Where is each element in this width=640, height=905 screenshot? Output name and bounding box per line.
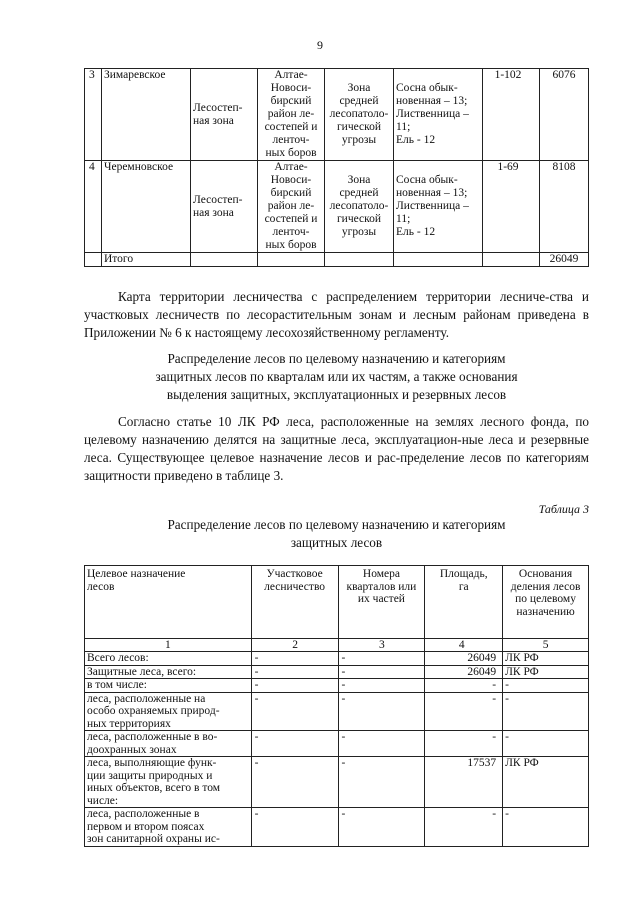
column-number: 3 <box>338 639 425 652</box>
forest-district: Алтае- Новоси- бирский район ле- состепей и ленточ- ных боров <box>258 69 325 161</box>
empty-cell <box>394 253 483 267</box>
purpose-cell: леса, расположенные на особо охраняемых природ- ных территориях <box>85 692 252 731</box>
section-heading <box>84 350 589 404</box>
table3-title <box>84 516 589 552</box>
section-heading-line: защитных лесов по кварталам или их частям, а также основания <box>155 369 518 384</box>
area-cell: 17537 <box>425 757 503 808</box>
empty-cell <box>191 253 258 267</box>
table-row <box>85 808 589 847</box>
column-number-row <box>85 639 589 652</box>
district-cell: - <box>251 757 338 808</box>
forest-zones-table <box>84 68 589 267</box>
section-heading-line: выделения защитных, эксплуатационных и резервных лесов <box>166 387 507 402</box>
basis-cell: - <box>503 692 589 731</box>
empty-cell <box>85 253 102 267</box>
quarters-cell: - <box>338 679 425 693</box>
quarters: 1-102 <box>483 69 540 161</box>
quarters-cell: - <box>338 808 425 847</box>
table-row <box>85 692 589 731</box>
district-cell: - <box>251 652 338 666</box>
total-value: 26049 <box>540 253 589 267</box>
district-cell: - <box>251 679 338 693</box>
page-number: 9 <box>317 38 323 52</box>
column-number: 1 <box>85 639 252 652</box>
area-cell: 26049 <box>425 665 503 679</box>
table-row <box>85 69 589 161</box>
table3-title-line: Распределение лесов по целевому назначению и категориям <box>167 517 506 532</box>
section-heading-line: Распределение лесов по целевому назначению и категориям <box>167 351 506 366</box>
area-cell: - <box>425 692 503 731</box>
district-name: Черемновское <box>102 161 191 253</box>
total-label: Итого <box>102 253 191 267</box>
empty-cell <box>325 253 394 267</box>
table-row <box>85 757 589 808</box>
table-row <box>85 731 589 757</box>
district-cell: - <box>251 808 338 847</box>
total-row <box>85 253 589 267</box>
species-list: Сосна обык- новенная – 13; Лиственница – 11; Ель - 12 <box>394 161 483 253</box>
district-cell: - <box>251 665 338 679</box>
district-name: Зимаревское <box>102 69 191 161</box>
row-number: 4 <box>85 161 102 253</box>
column-number: 2 <box>251 639 338 652</box>
empty-cell <box>258 253 325 267</box>
basis-cell: ЛК РФ <box>503 757 589 808</box>
forest-zone: Лесостеп- ная зона <box>191 69 258 161</box>
purpose-cell: в том числе: <box>85 679 252 693</box>
quarters: 1-69 <box>483 161 540 253</box>
pathology-zone: Зона средней лесопатоло- гической угрозы <box>325 161 394 253</box>
area-cell: - <box>425 808 503 847</box>
basis-cell: - <box>503 808 589 847</box>
area: 8108 <box>540 161 589 253</box>
map-paragraph: Карта территории лесничества с распределением территории лесниче-ства и участковых лесничеств по лесорастительным зонам и лесным районам приведена в Приложении № 6 к настоящему лесохозяйственному регламенту. <box>84 289 589 340</box>
quarters-cell: - <box>338 757 425 808</box>
quarters-cell: - <box>338 692 425 731</box>
forest-purpose-table <box>84 565 589 847</box>
column-header: Основания деления лесов по целевому назначению <box>503 566 589 639</box>
column-number: 4 <box>425 639 503 652</box>
district-cell: - <box>251 731 338 757</box>
column-number: 5 <box>503 639 589 652</box>
quarters-cell: - <box>338 665 425 679</box>
column-header: Целевое назначение лесов <box>85 566 252 639</box>
purpose-cell: Защитные леса, всего: <box>85 665 252 679</box>
table-row <box>85 652 589 666</box>
forest-zone: Лесостеп- ная зона <box>191 161 258 253</box>
basis-cell: - <box>503 731 589 757</box>
area-cell: - <box>425 731 503 757</box>
empty-cell <box>483 253 540 267</box>
purpose-cell: леса, выполняющие функ- ции защиты природных и иных объектов, всего в том числе: <box>85 757 252 808</box>
column-header: Номера кварталов или их частей <box>338 566 425 639</box>
table-row <box>85 665 589 679</box>
column-header: Участковое лесничество <box>251 566 338 639</box>
pathology-zone: Зона средней лесопатоло- гической угрозы <box>325 69 394 161</box>
table-row <box>85 679 589 693</box>
column-header: Площадь, га <box>425 566 503 639</box>
basis-cell: ЛК РФ <box>503 665 589 679</box>
basis-cell: - <box>503 679 589 693</box>
purpose-cell: леса, расположенные в во- доохранных зонах <box>85 731 252 757</box>
table3-title-line: защитных лесов <box>290 535 383 550</box>
area-cell: - <box>425 679 503 693</box>
district-cell: - <box>251 692 338 731</box>
row-number: 3 <box>85 69 102 161</box>
article-paragraph: Согласно статье 10 ЛК РФ леса, расположенные на землях лесного фонда, по целевому назначению делятся на защитные леса, эксплуатацион-ные леса и резервные леса. Существующее целевое назначение лесов и рас-пределение лесов по категориям защитности приведено в таблице 3. <box>84 414 589 483</box>
species-list: Сосна обык- новенная – 13; Лиственница – 11; Ель - 12 <box>394 69 483 161</box>
area-cell: 26049 <box>425 652 503 666</box>
table3-label: Таблица 3 <box>538 502 589 516</box>
table-row <box>85 161 589 253</box>
quarters-cell: - <box>338 652 425 666</box>
basis-cell: ЛК РФ <box>503 652 589 666</box>
quarters-cell: - <box>338 731 425 757</box>
forest-district: Алтае- Новоси- бирский район ле- состепей и ленточ- ных боров <box>258 161 325 253</box>
area: 6076 <box>540 69 589 161</box>
purpose-cell: Всего лесов: <box>85 652 252 666</box>
purpose-cell: леса, расположенные в первом и втором поясах зон санитарной охраны ис- <box>85 808 252 847</box>
